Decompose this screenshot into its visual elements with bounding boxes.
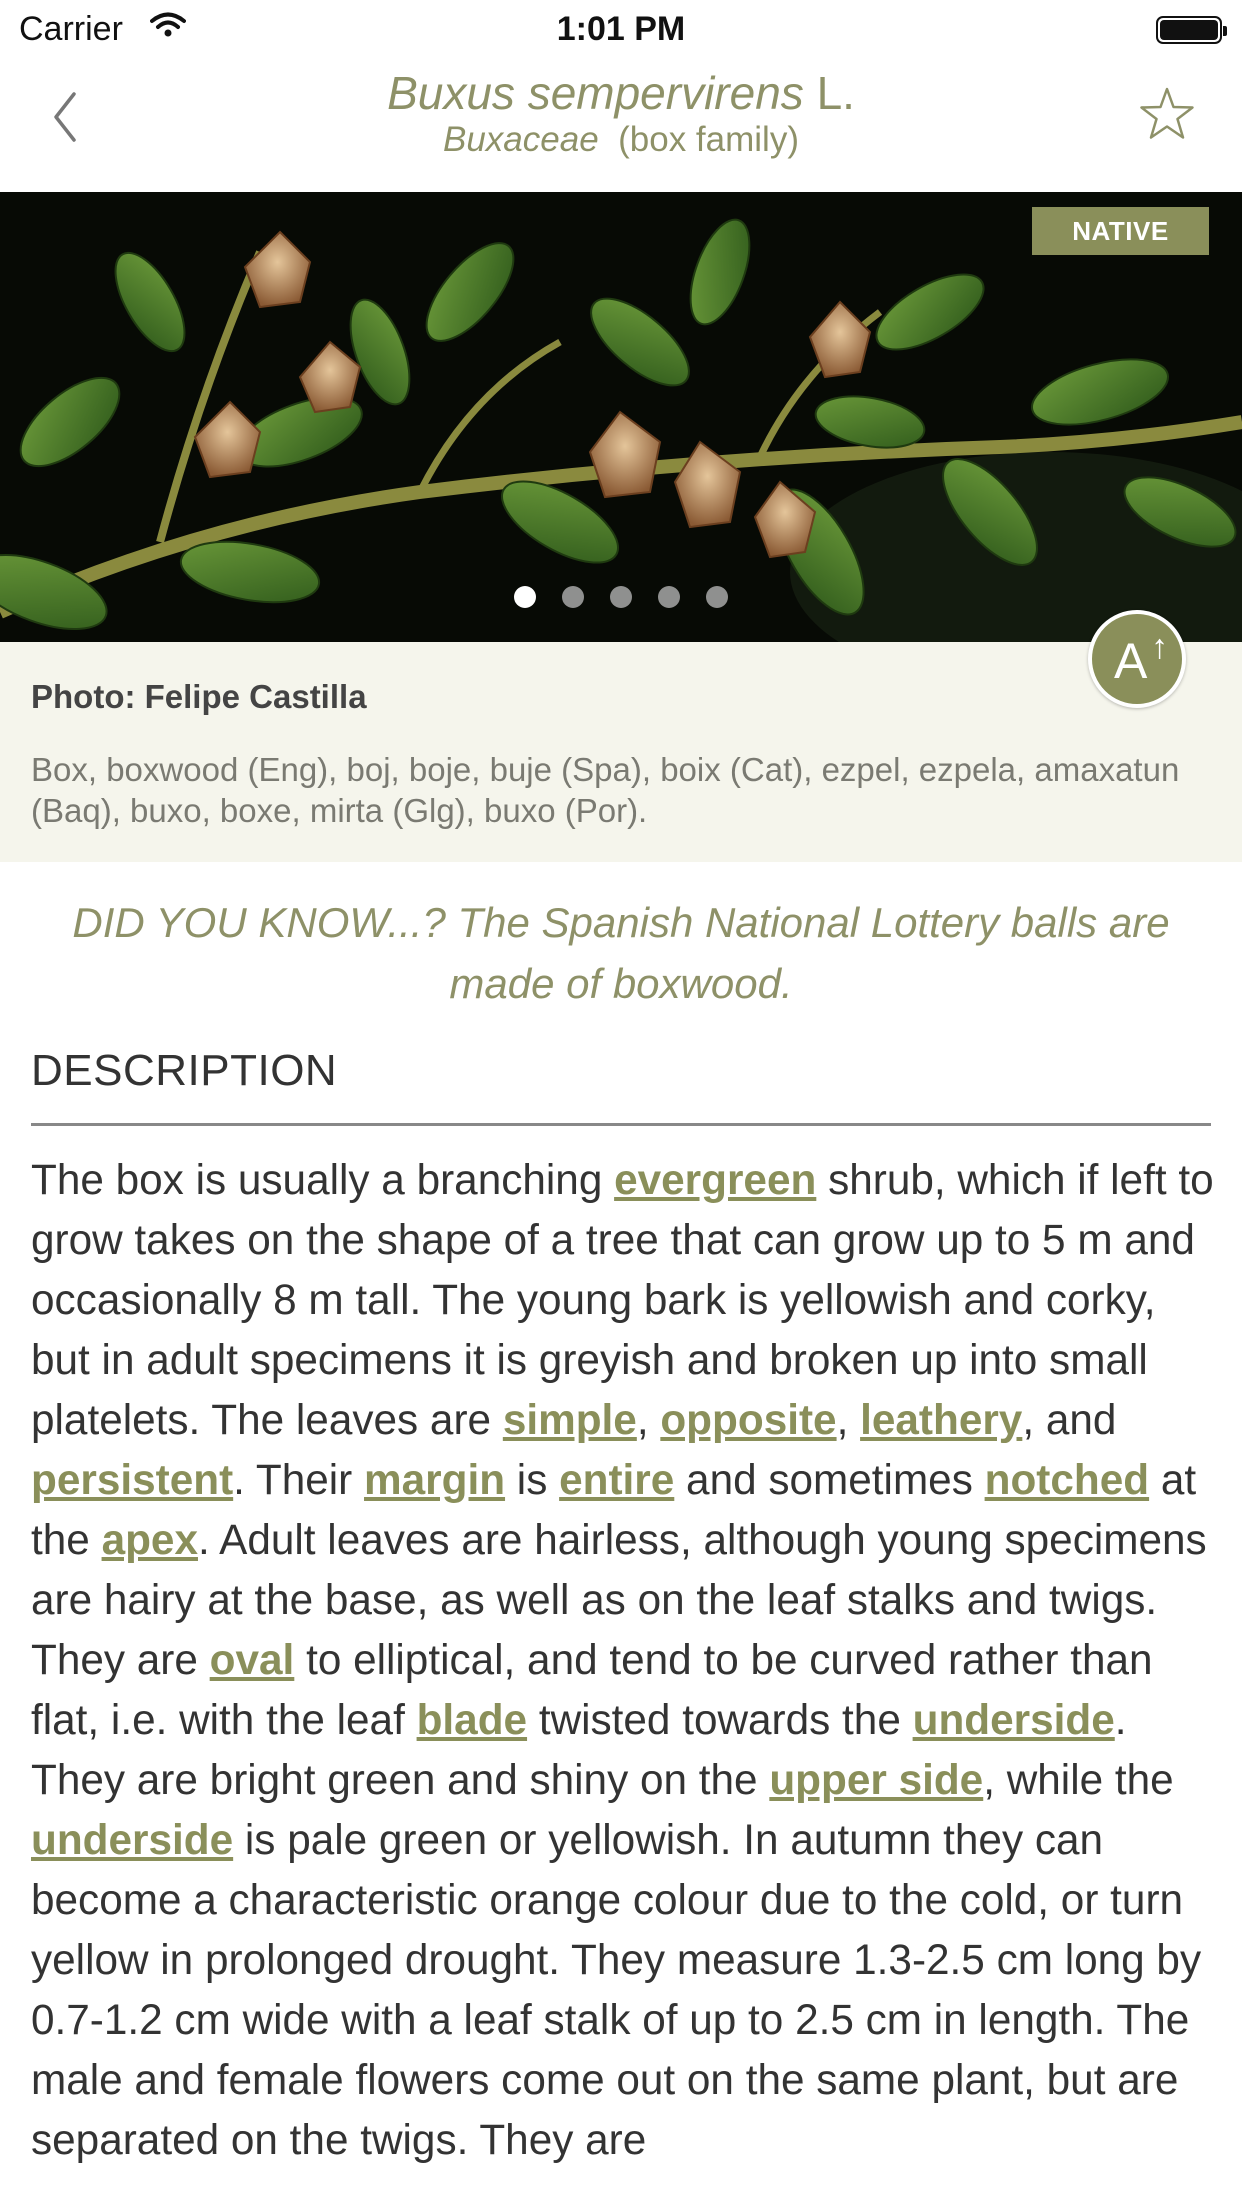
family-name: Buxaceae — [443, 120, 599, 159]
description-text: . They are bright green and shiny on the — [31, 1696, 1127, 1803]
photo-dot-1[interactable] — [514, 586, 536, 608]
description-text: , — [836, 1396, 861, 1443]
glossary-link-persistent[interactable]: persistent — [31, 1456, 234, 1503]
photo-page-indicator — [0, 586, 1242, 608]
description-text: at the — [31, 1456, 1197, 1563]
native-badge: NATIVE — [1032, 207, 1209, 255]
favorite-button[interactable] — [1132, 80, 1202, 150]
glossary-link-apex[interactable]: apex — [101, 1516, 198, 1563]
photo-gallery[interactable] — [0, 192, 1242, 642]
glossary-link-notched[interactable]: notched — [984, 1456, 1150, 1503]
common-names: Box, boxwood (Eng), boj, boje, buje (Spa), boix (Cat), ezpel, ezpela, amaxatun (Baq), buxo, boxe, mirta (Glg), buxo (Por). — [31, 751, 1180, 829]
font-size-increase-icon: A — [1114, 633, 1148, 689]
status-bar — [0, 0, 1242, 60]
species-author: L. — [816, 67, 855, 119]
description-text: to elliptical, and tend to be curved rather than flat, i.e. with the leaf — [31, 1636, 1153, 1743]
star-outline-icon — [1132, 80, 1202, 150]
description-text: , while the — [983, 1756, 1174, 1803]
photo-dot-4[interactable] — [658, 586, 680, 608]
family-common-name: (box family) — [618, 120, 799, 159]
glossary-link-opposite[interactable]: opposite — [660, 1396, 837, 1443]
plant-photo — [0, 192, 1242, 642]
glossary-link-margin[interactable]: margin — [364, 1456, 506, 1503]
description-text: twisted towards the — [527, 1696, 913, 1743]
font-size-button[interactable] — [1088, 610, 1186, 708]
battery-icon — [1156, 16, 1222, 44]
species-name: Buxus sempervirens — [387, 67, 804, 119]
page-title — [0, 66, 1242, 120]
photo-dot-3[interactable] — [610, 586, 632, 608]
glossary-link-evergreen[interactable]: evergreen — [614, 1156, 817, 1203]
page-subtitle — [0, 120, 1242, 160]
description-text: The box is usually a branching — [31, 1156, 615, 1203]
description-text: shrub, which if left to grow takes on the shape of a tree that can grow up to 5 m and occasionally 8 m tall. The young bark is yellowish and corky, but in adult specimens it is greyish and broken up into small platelets. The leaves are — [31, 1156, 1214, 1443]
glossary-link-entire[interactable]: entire — [559, 1456, 675, 1503]
glossary-link-upper-side[interactable]: upper side — [769, 1756, 984, 1803]
glossary-link-underside[interactable]: underside — [912, 1696, 1115, 1743]
glossary-link-leathery[interactable]: leathery — [860, 1396, 1023, 1443]
status-time: 1:01 PM — [556, 10, 686, 48]
glossary-link-simple[interactable]: simple — [502, 1396, 637, 1443]
photo-credit: Photo: Felipe Castilla — [31, 678, 367, 715]
glossary-link-underside[interactable]: underside — [31, 1816, 234, 1863]
font-size-arrow: ↑ — [1151, 628, 1168, 666]
description-text: , — [636, 1396, 661, 1443]
section-divider — [31, 1123, 1211, 1126]
did-you-know-text: DID YOU KNOW...? The Spanish National Lottery balls are made of boxwood. — [72, 899, 1170, 1007]
carrier-label: Carrier — [19, 10, 123, 48]
description-text: . Adult leaves are hairless, although young specimens are hairy at the base, as well as on the leaf stalks and twigs. They are — [31, 1516, 1207, 1683]
description-text: is pale green or yellowish. In autumn they can become a characteristic orange colour due to the cold, or turn yellow in prolonged drought. They measure 1.3-2.5 cm long by 0.7-1.2 cm wide with a leaf stalk of up to 2.5 cm in length. The male and female flowers come out on the same plant, but are separated on the twigs. They are — [31, 1816, 1202, 2163]
navigation-bar — [0, 60, 1242, 193]
photo-dot-5[interactable] — [706, 586, 728, 608]
description-text: . Their — [233, 1456, 365, 1503]
description-text: , and — [1022, 1396, 1117, 1443]
photo-dot-2[interactable] — [562, 586, 584, 608]
glossary-link-oval[interactable]: oval — [209, 1636, 295, 1683]
info-panel — [0, 642, 1242, 862]
description-text: and sometimes — [674, 1456, 985, 1503]
description-body — [31, 1150, 1221, 2170]
glossary-link-blade[interactable]: blade — [416, 1696, 528, 1743]
description-text: is — [505, 1456, 560, 1503]
section-heading-description: DESCRIPTION — [31, 1046, 338, 1095]
